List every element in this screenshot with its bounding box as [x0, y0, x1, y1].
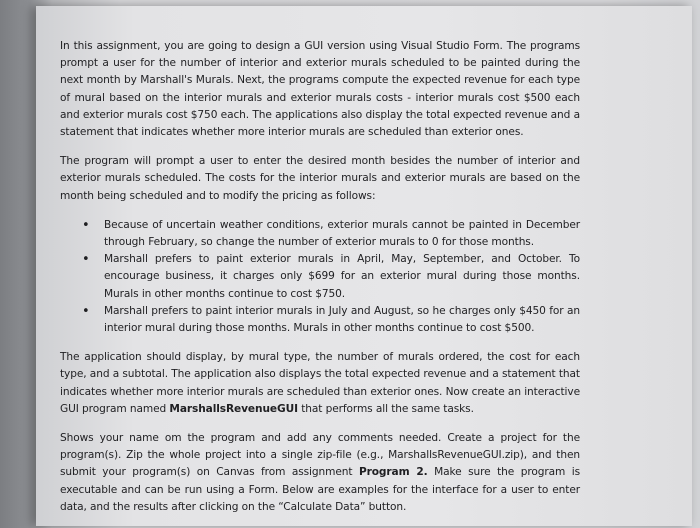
- submission-text: Shows your name om the program and add any comments needed. Create a project for the program(s). Zip the whole project into a single zip-file (e.g., MarshallsRevenueGUI.zip), and then submit your program(s) on Canvas from assignment: [60, 432, 580, 479]
- submission-text-end: Make sure the program is executable and can be run using a Form. Below are examples for the interface for a user to enter data, and the results after clicking on the “Calculate Data” button.: [60, 466, 580, 513]
- pricing-rules-list: [60, 217, 580, 337]
- assignment-name: Program 2.: [358, 466, 428, 479]
- list-item: [60, 217, 580, 251]
- list-item: [60, 251, 580, 303]
- bullet-icon: •: [82, 217, 90, 233]
- display-text: The application should display, by mural type, the number of murals ordered, the cost for each type, and a subtotal. The application also displays the total expected revenue and a statement that indicates whether more interior murals are scheduled than exterior ones. Now create an interactive GUI program named: [60, 351, 580, 415]
- intro-paragraph: In this assignment, you are going to design a GUI version using Visual Studio Form. The programs prompt a user for the number of interior and exterior murals scheduled to be painted during the next month by Marshall's Murals. Next, the programs compute the expected revenue for each type of mural based on the interior murals and exterior murals costs - interior murals cost $500 each and exterior murals cost $750 each. The applications also display the total expected revenue and a statement that indicates whether more interior murals are scheduled than exterior ones.: [60, 40, 580, 139]
- assignment-document: [60, 38, 580, 528]
- program-name: MarshallsRevenueGUI: [169, 402, 298, 415]
- display-text-end: that performs all the same tasks.: [297, 402, 474, 415]
- bullet-icon: •: [82, 303, 90, 319]
- rule-text: Because of uncertain weather conditions, exterior murals cannot be painted in December through February, so change the number of exterior murals to 0 for those months.: [104, 218, 580, 249]
- rule-text: Marshall prefers to paint exterior murals in April, May, September, and October. To encourage business, it charges only $699 for an exterior mural during those months. Murals in other months continue to cost $750.: [104, 253, 580, 300]
- display-paragraph: [60, 349, 580, 418]
- pricing-paragraph: The program will prompt a user to enter the desired month besides the number of interior and exterior murals scheduled. The costs for the interior murals and exterior murals are based on the month being scheduled and to modify the pricing as follows:: [60, 155, 580, 202]
- rule-text: Marshall prefers to paint interior murals in July and August, so he charges only $450 for an interior mural during those months. Murals in other months continue to cost $500.: [104, 304, 580, 335]
- submission-paragraph: [60, 430, 580, 516]
- list-item: [60, 303, 580, 337]
- bullet-icon: •: [82, 252, 90, 268]
